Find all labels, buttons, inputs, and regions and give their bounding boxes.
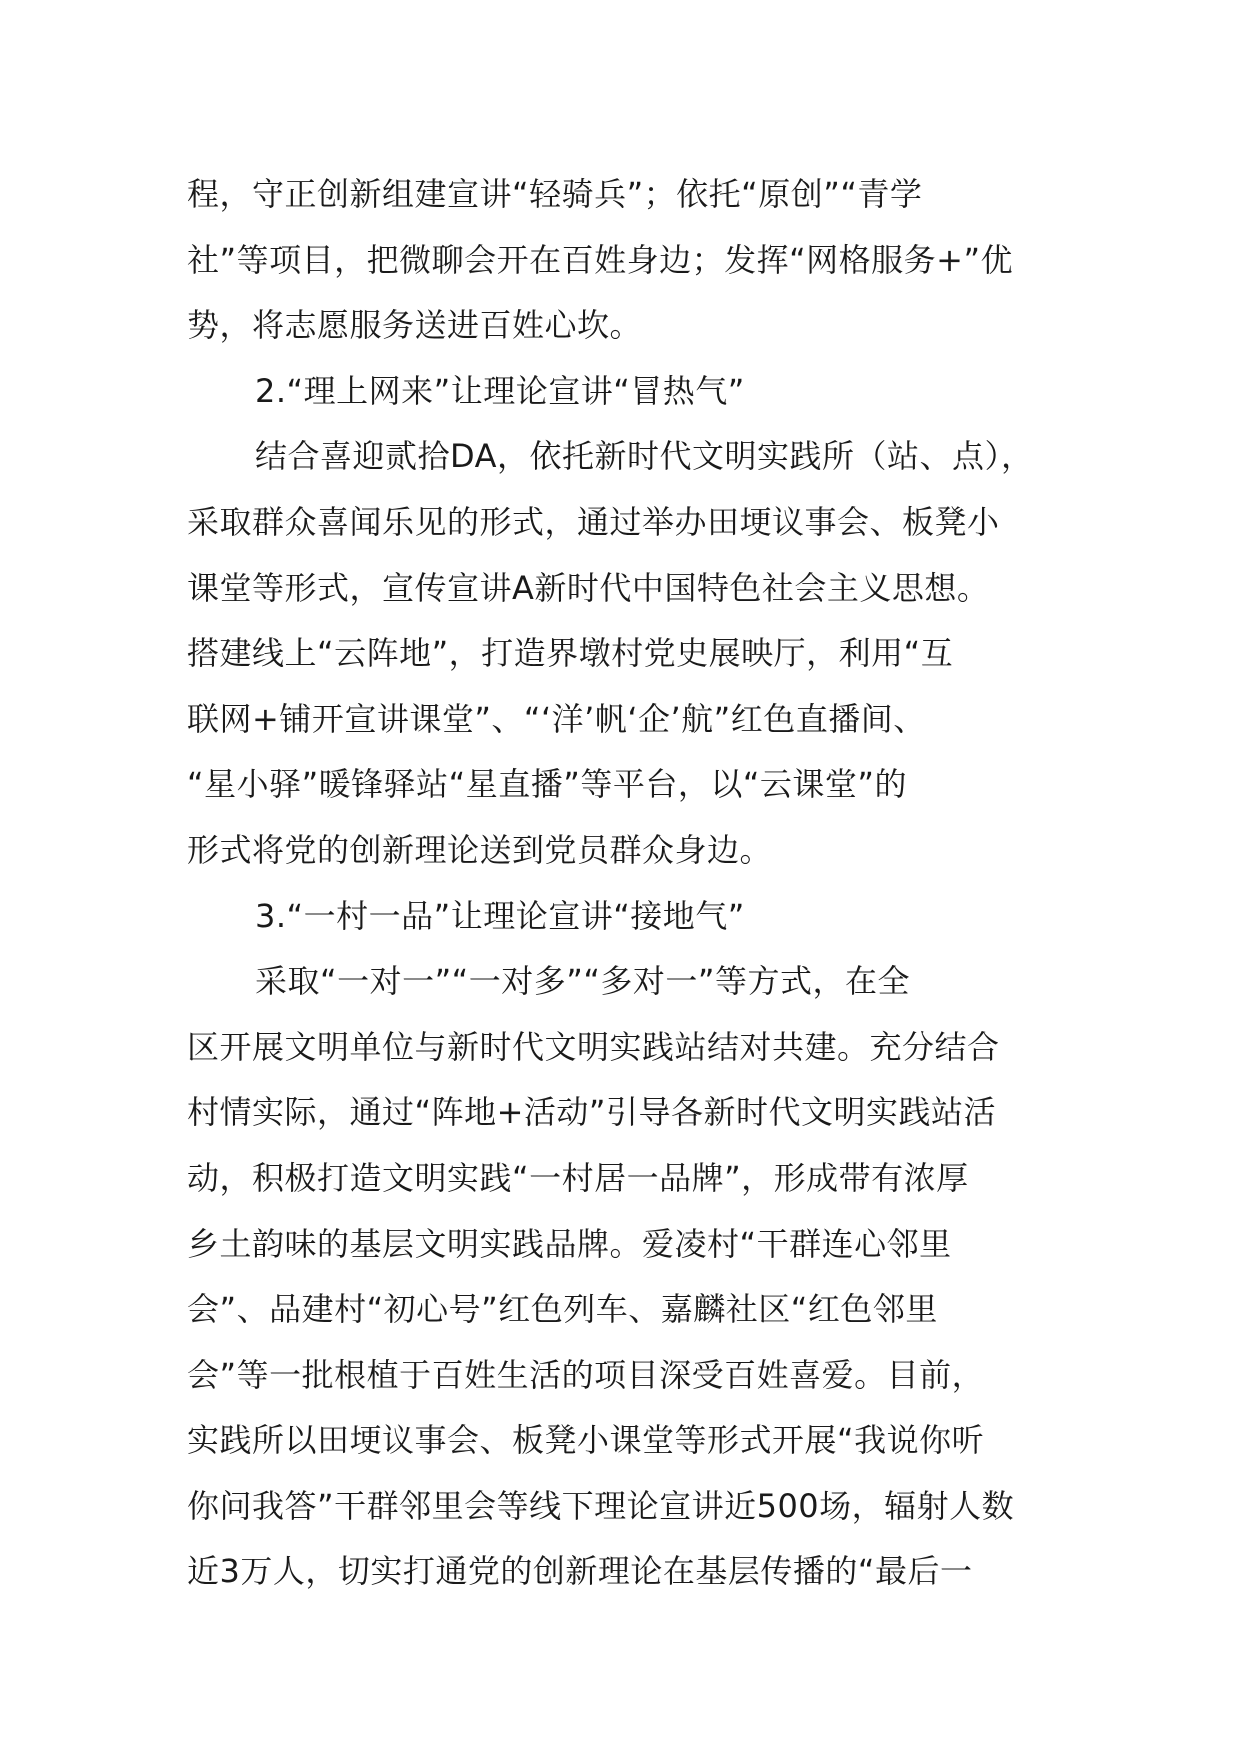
- text-line: 结合喜迎贰拾DA，依托新时代文明实践所（站、点），: [255, 437, 1034, 476]
- text-line: 近3万人，切实打通党的创新理论在基层传播的“最后一: [187, 1552, 973, 1591]
- text-line: 形式将党的创新理论送到党员群众身边。: [187, 830, 773, 869]
- text-line: “星小驿”暖锋驿站“星直播”等平台，以“云课堂”的: [187, 765, 907, 804]
- text-line: 实践所以田埂议事会、板凳小课堂等形式开展“我说你听: [187, 1421, 985, 1460]
- body-text: [187, 162, 1067, 1605]
- section-heading-3: 3.“一村一品”让理论宣讲“接地气”: [255, 896, 745, 935]
- text-line: 动，积极打造文明实践“一村居一品牌”，形成带有浓厚: [187, 1158, 969, 1197]
- text-line: 程，守正创新组建宣讲“轻骑兵”；依托“原创”“青学: [187, 175, 923, 213]
- text-line: 采取群众喜闻乐见的形式，通过举办田埂议事会、板凳小: [187, 502, 1000, 541]
- text-line: 你问我答”干群邻里会等线下理论宣讲近500场，辐射人数: [187, 1486, 1015, 1525]
- text-line: 会”等一批根植于百姓生活的项目深受百姓喜爱。目前，: [187, 1355, 985, 1394]
- text-line: 社”等项目，把微聊会开在百姓身边；发挥“网格服务+”优: [187, 240, 1014, 279]
- text-line: 采取“一对一”“一对多”“多对一”等方式，在全: [255, 962, 910, 1001]
- text-line: 村情实际，通过“阵地+活动”引导各新时代文明实践站活: [187, 1093, 996, 1132]
- text-line: 乡土韵味的基层文明实践品牌。爱凌村“干群连心邻里: [187, 1224, 952, 1263]
- text-line: 区开展文明单位与新时代文明实践站结对共建。充分结合: [187, 1027, 1000, 1066]
- text-line: 课堂等形式，宣传宣讲A新时代中国特色社会主义思想。: [187, 568, 990, 607]
- text-line: 搭建线上“云阵地”，打造界墩村党史展映厅，利用“互: [187, 634, 954, 673]
- text-line: 势，将志愿服务送进百姓心坎。: [187, 306, 643, 345]
- text-line: 联网+铺开宣讲课堂”、“‘洋’帆‘企’航”红色直播间、: [187, 699, 926, 738]
- text-line: 会”、品建村“初心号”红色列车、嘉麟社区“红色邻里: [187, 1290, 938, 1329]
- section-heading-2: 2.“理上网来”让理论宣讲“冒热气”: [255, 371, 745, 410]
